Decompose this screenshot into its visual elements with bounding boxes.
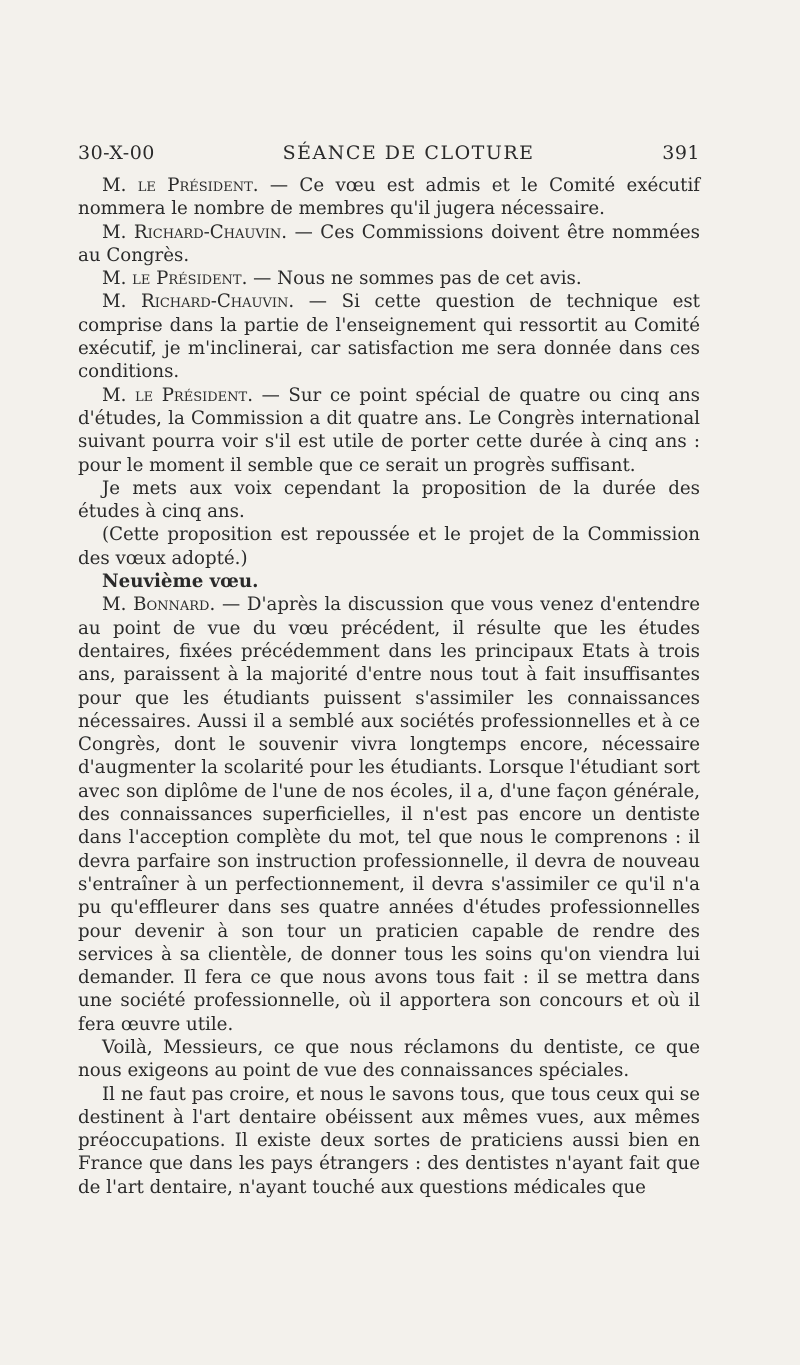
paragraph-text: Je mets aux voix cependant la proposition de la durée des études à cinq ans. xyxy=(78,477,700,523)
paragraph-text: Il ne faut pas croire, et nous le savons tous, que tous ceux qui se destinent à l'art dentaire obéissent aux mêmes vues, aux mêmes préoccupations. Il existe deux sortes de praticiens aussi bien en France que dans les pays étrangers : des dentistes n'ayant fait que de l'art dentaire, n'ayant touché aux questions médicales que xyxy=(78,1083,700,1198)
paragraph xyxy=(78,174,700,221)
paragraph xyxy=(78,290,700,383)
page-number: 391 xyxy=(662,142,700,164)
paragraph xyxy=(78,477,700,524)
paragraph xyxy=(78,384,700,477)
separator: — xyxy=(215,594,247,616)
separator: — xyxy=(287,221,321,243)
paragraph-text: Ce vœu est admis et le Comité exécutif nommera le nombre de membres qu'il jugera nécessaire. xyxy=(78,175,700,220)
paragraph-text: Nous ne sommes pas de cet avis. xyxy=(277,268,582,290)
header-title: SÉANCE DE CLOTURE xyxy=(282,142,535,164)
header-date: 30-X-00 xyxy=(78,142,155,164)
paragraph-text: Sur ce point spécial de quatre ou cinq ans d'études, la Commission a dit quatre ans. Le Congrès international suivant pourra voir s'il est utile de porter cette durée à cinq ans : pour le moment il semble que ce serait un progrès suffisant. xyxy=(78,384,700,476)
speaker-name: M. Richard-Chauvin. xyxy=(102,291,295,313)
separator: — xyxy=(294,291,342,313)
book-page xyxy=(78,142,700,1199)
paragraph-text: Si cette question de technique est comprise dans la partie de l'enseignement qui ressortit au Comité exécutif, je m'inclinerai, car satisfaction me sera donnée dans ces conditions. xyxy=(78,291,700,383)
speaker-name: M. Richard-Chauvin. xyxy=(102,221,288,243)
paragraph xyxy=(78,523,700,570)
speaker-name: M. le Président. xyxy=(102,268,248,290)
separator: — xyxy=(247,268,278,290)
paragraph-text: Ces Commissions doivent être nommées au Congrès. xyxy=(78,221,701,266)
speaker-name: M. le Président. xyxy=(102,384,253,406)
speaker-name: M. Bonnard. xyxy=(102,594,216,616)
paragraph xyxy=(78,593,700,1036)
paragraph-text: Voilà, Messieurs, ce que nous réclamons du dentiste, ce que nous exigeons au point de vue des connaissances spéciales. xyxy=(78,1036,700,1082)
paragraph xyxy=(78,221,700,268)
page-body xyxy=(78,174,700,1199)
section-heading: Neuvième vœu. xyxy=(102,571,259,593)
separator: — xyxy=(258,175,300,196)
running-header xyxy=(78,142,700,174)
paragraph xyxy=(78,267,700,290)
paragraph-text: (Cette proposition est repoussée et le projet de la Commission des vœux adopté.) xyxy=(78,524,700,569)
paragraph xyxy=(78,1036,700,1083)
paragraph-text: D'après la discussion que vous venez d'entendre au point de vue du vœu précédent, il résulte que les études dentaires, fixées précédemment dans les principaux Etats à trois ans, paraissent à la majorité d'entre nous tout à fait insuffisantes pour que les étudiants puissent s'assimiler les connaissances nécessaires. Aussi il a semblé aux sociétés professionnelles et à ce Congrès, dont le souvenir vivra longtemps encore, nécessaire d'augmenter la scolarité pour les étudiants. Lorsque l'étudiant sort avec son diplôme de l'une de nos écoles, il a, d'une façon générale, des connaissances superficielles, il n'est pas encore un dentiste dans l'acception complète du mot, tel que nous le comprenons : il devra parfaire son instruction professionnelle, il devra de nouveau s'entraîner à un perfectionnement, il devra s'assimiler ce qu'il n'a pu qu'effleurer dans ses quatre années d'études professionnelles pour devenir à son tour un praticien capable de rendre des services à sa clientèle, de donner tous les soins qu'on viendra lui demander. Il fera ce que nous avons tous fait : il se mettra dans une société professionnelle, où il apportera son concours et où il fera œuvre utile. xyxy=(78,594,700,1035)
paragraph xyxy=(78,1083,700,1199)
separator: — xyxy=(253,384,289,406)
speaker-name: M. le Président. xyxy=(102,175,259,196)
